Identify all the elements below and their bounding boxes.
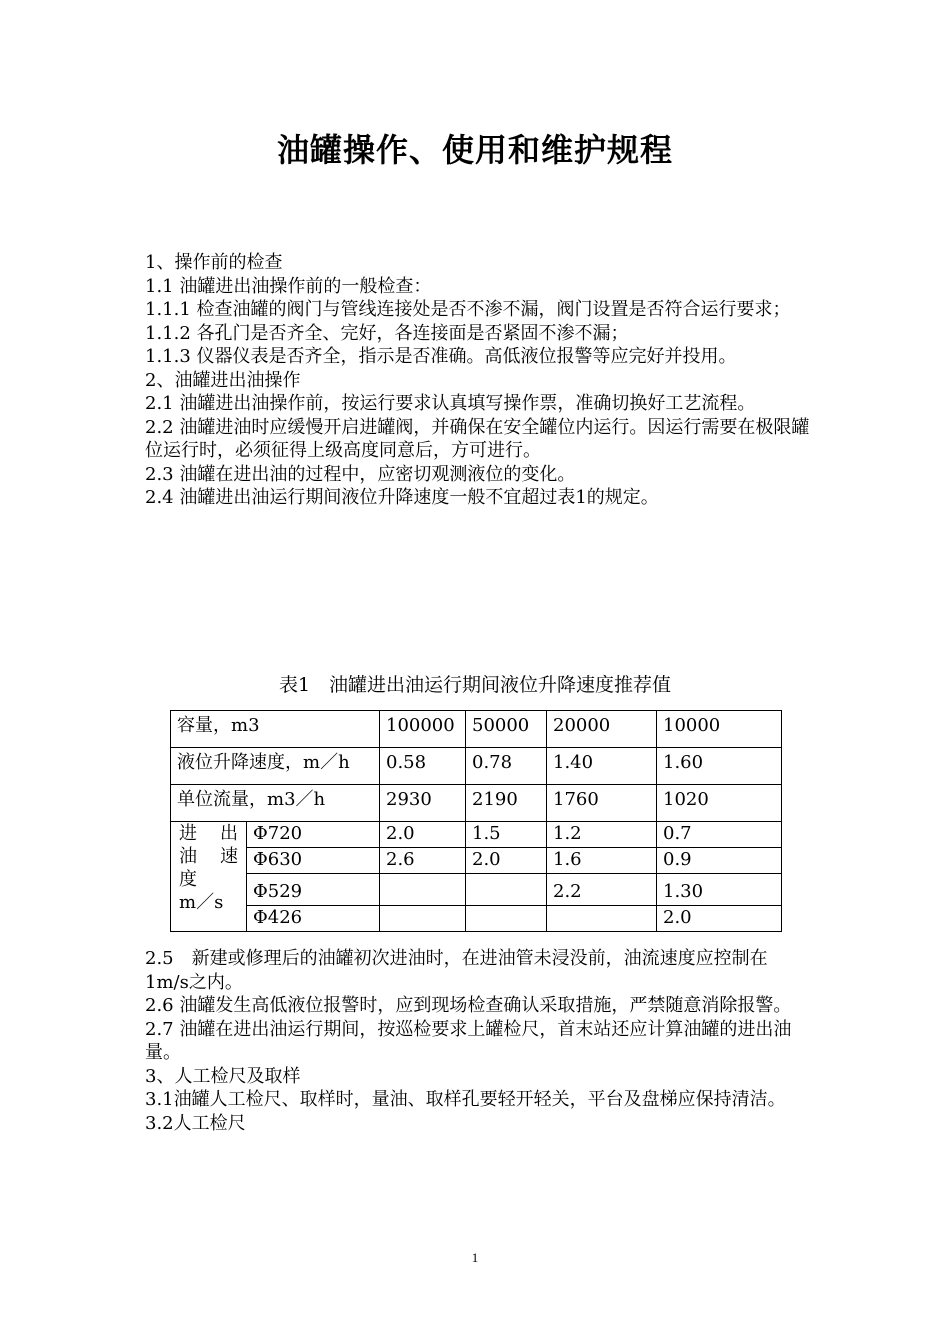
table-cell xyxy=(380,906,466,932)
table-cell: 20000 xyxy=(547,711,657,748)
clause-1-1-1: 1.1.1 检查油罐的阀门与管线连接处是否不渗不漏，阀门设置是否符合运行要求； xyxy=(145,299,791,320)
document-title: 油罐操作、使用和维护规程 xyxy=(276,131,673,169)
clause-3-1: 3.1油罐人工检尺、取样时，量油、取样孔要轻开轻关，平台及盘梯应保持清洁。 xyxy=(145,1089,786,1110)
pipe-size: Φ720 xyxy=(247,822,380,848)
clause-2-5: 2.5 新建或修理后的油罐初次进油时，在进油管未浸没前，油流速度应控制在1m/s之内。 xyxy=(145,948,768,993)
table-cell xyxy=(466,906,547,932)
table-cell: 0.7 xyxy=(657,822,782,848)
table-cell: 2.6 xyxy=(380,848,466,874)
table-cell: 1.40 xyxy=(547,748,657,785)
table-cell: 0.9 xyxy=(657,848,782,874)
heading-3: 3、人工检尺及取样 xyxy=(145,1065,301,1087)
table-cell: 0.58 xyxy=(380,748,466,785)
clause-2-2: 2.2 油罐进油时应缓慢开启进罐阀，并确保在安全罐位内运行。因运行需要在极限罐位运行时，必须征得上级高度同意后，方可进行。 xyxy=(145,416,810,461)
capacity-label: 容量，m3 xyxy=(171,711,380,748)
table-cell: 100000 xyxy=(380,711,466,748)
unit-flow-label: 单位流量，m3／h xyxy=(171,785,380,822)
table-cell: 0.78 xyxy=(466,748,547,785)
table-cell: 1.5 xyxy=(466,822,547,848)
table-cell xyxy=(380,874,466,906)
table-row xyxy=(171,822,782,848)
table-cell: 2930 xyxy=(380,785,466,822)
clause-2-1: 2.1 油罐进出油操作前，按运行要求认真填写操作票，准确切换好工艺流程。 xyxy=(145,393,756,414)
table-row xyxy=(171,711,782,748)
flow-speed-label-unit: m／s xyxy=(179,892,224,913)
table-cell: 2.2 xyxy=(547,874,657,906)
table-row xyxy=(171,906,782,932)
table-cell: 1.30 xyxy=(657,874,782,906)
flow-speed-label xyxy=(171,822,247,932)
table-cell: 1.2 xyxy=(547,822,657,848)
heading-1: 1、操作前的检查 xyxy=(145,252,283,273)
flow-speed-label-line: 度 xyxy=(179,869,197,890)
speed-table xyxy=(170,710,782,932)
pipe-size: Φ426 xyxy=(247,906,380,932)
clause-2-7: 2.7 油罐在进出油运行期间，按巡检要求上罐检尺，首末站还应计算油罐的进出油量。 xyxy=(145,1018,792,1063)
table-cell xyxy=(547,906,657,932)
table-cell: 2.0 xyxy=(466,848,547,874)
body-section-after-table xyxy=(145,947,810,1135)
flow-speed-label-line: 油 速 xyxy=(179,846,238,867)
table-caption: 表1 油罐进出油运行期间液位升降速度推荐值 xyxy=(278,674,672,696)
page-number: 1 xyxy=(471,1250,479,1265)
pipe-size: Φ630 xyxy=(247,848,380,874)
table-cell: 2.0 xyxy=(380,822,466,848)
table-cell: 1.60 xyxy=(657,748,782,785)
clause-3-2: 3.2人工检尺 xyxy=(145,1112,246,1134)
clause-2-4: 2.4 油罐进出油运行期间液位升降速度一般不宜超过表1的规定。 xyxy=(145,487,659,508)
table-row xyxy=(171,748,782,785)
heading-2: 2、油罐进出油操作 xyxy=(145,369,301,391)
table-row xyxy=(171,785,782,822)
clause-1-1-2: 1.1.2 各孔门是否齐全、完好，各连接面是否紧固不渗不漏； xyxy=(145,322,629,344)
clause-2-6: 2.6 油罐发生高低液位报警时，应到现场检查确认采取措施，严禁随意消除报警。 xyxy=(145,995,792,1016)
table-cell: 1760 xyxy=(547,785,657,822)
table-cell xyxy=(466,874,547,906)
level-speed-label: 液位升降速度，m／h xyxy=(171,748,380,785)
table-cell: 1020 xyxy=(657,785,782,822)
table-cell: 50000 xyxy=(466,711,547,748)
body-section-before-table xyxy=(145,251,810,510)
clause-2-3: 2.3 油罐在进出油的过程中，应密切观测液位的变化。 xyxy=(145,463,576,485)
table-row xyxy=(171,874,782,906)
table-cell: 1.6 xyxy=(547,848,657,874)
table-row xyxy=(171,848,782,874)
table-cell: 2.0 xyxy=(657,906,782,932)
flow-speed-label-line: 进 出 xyxy=(179,823,238,844)
clause-1-1-3: 1.1.3 仪器仪表是否齐全，指示是否准确。高低液位报警等应完好并投用。 xyxy=(145,346,737,367)
table-cell: 10000 xyxy=(657,711,782,748)
pipe-size: Φ529 xyxy=(247,874,380,906)
table-cell: 2190 xyxy=(466,785,547,822)
clause-1-1: 1.1 油罐进出油操作前的一般检查： xyxy=(145,275,432,297)
